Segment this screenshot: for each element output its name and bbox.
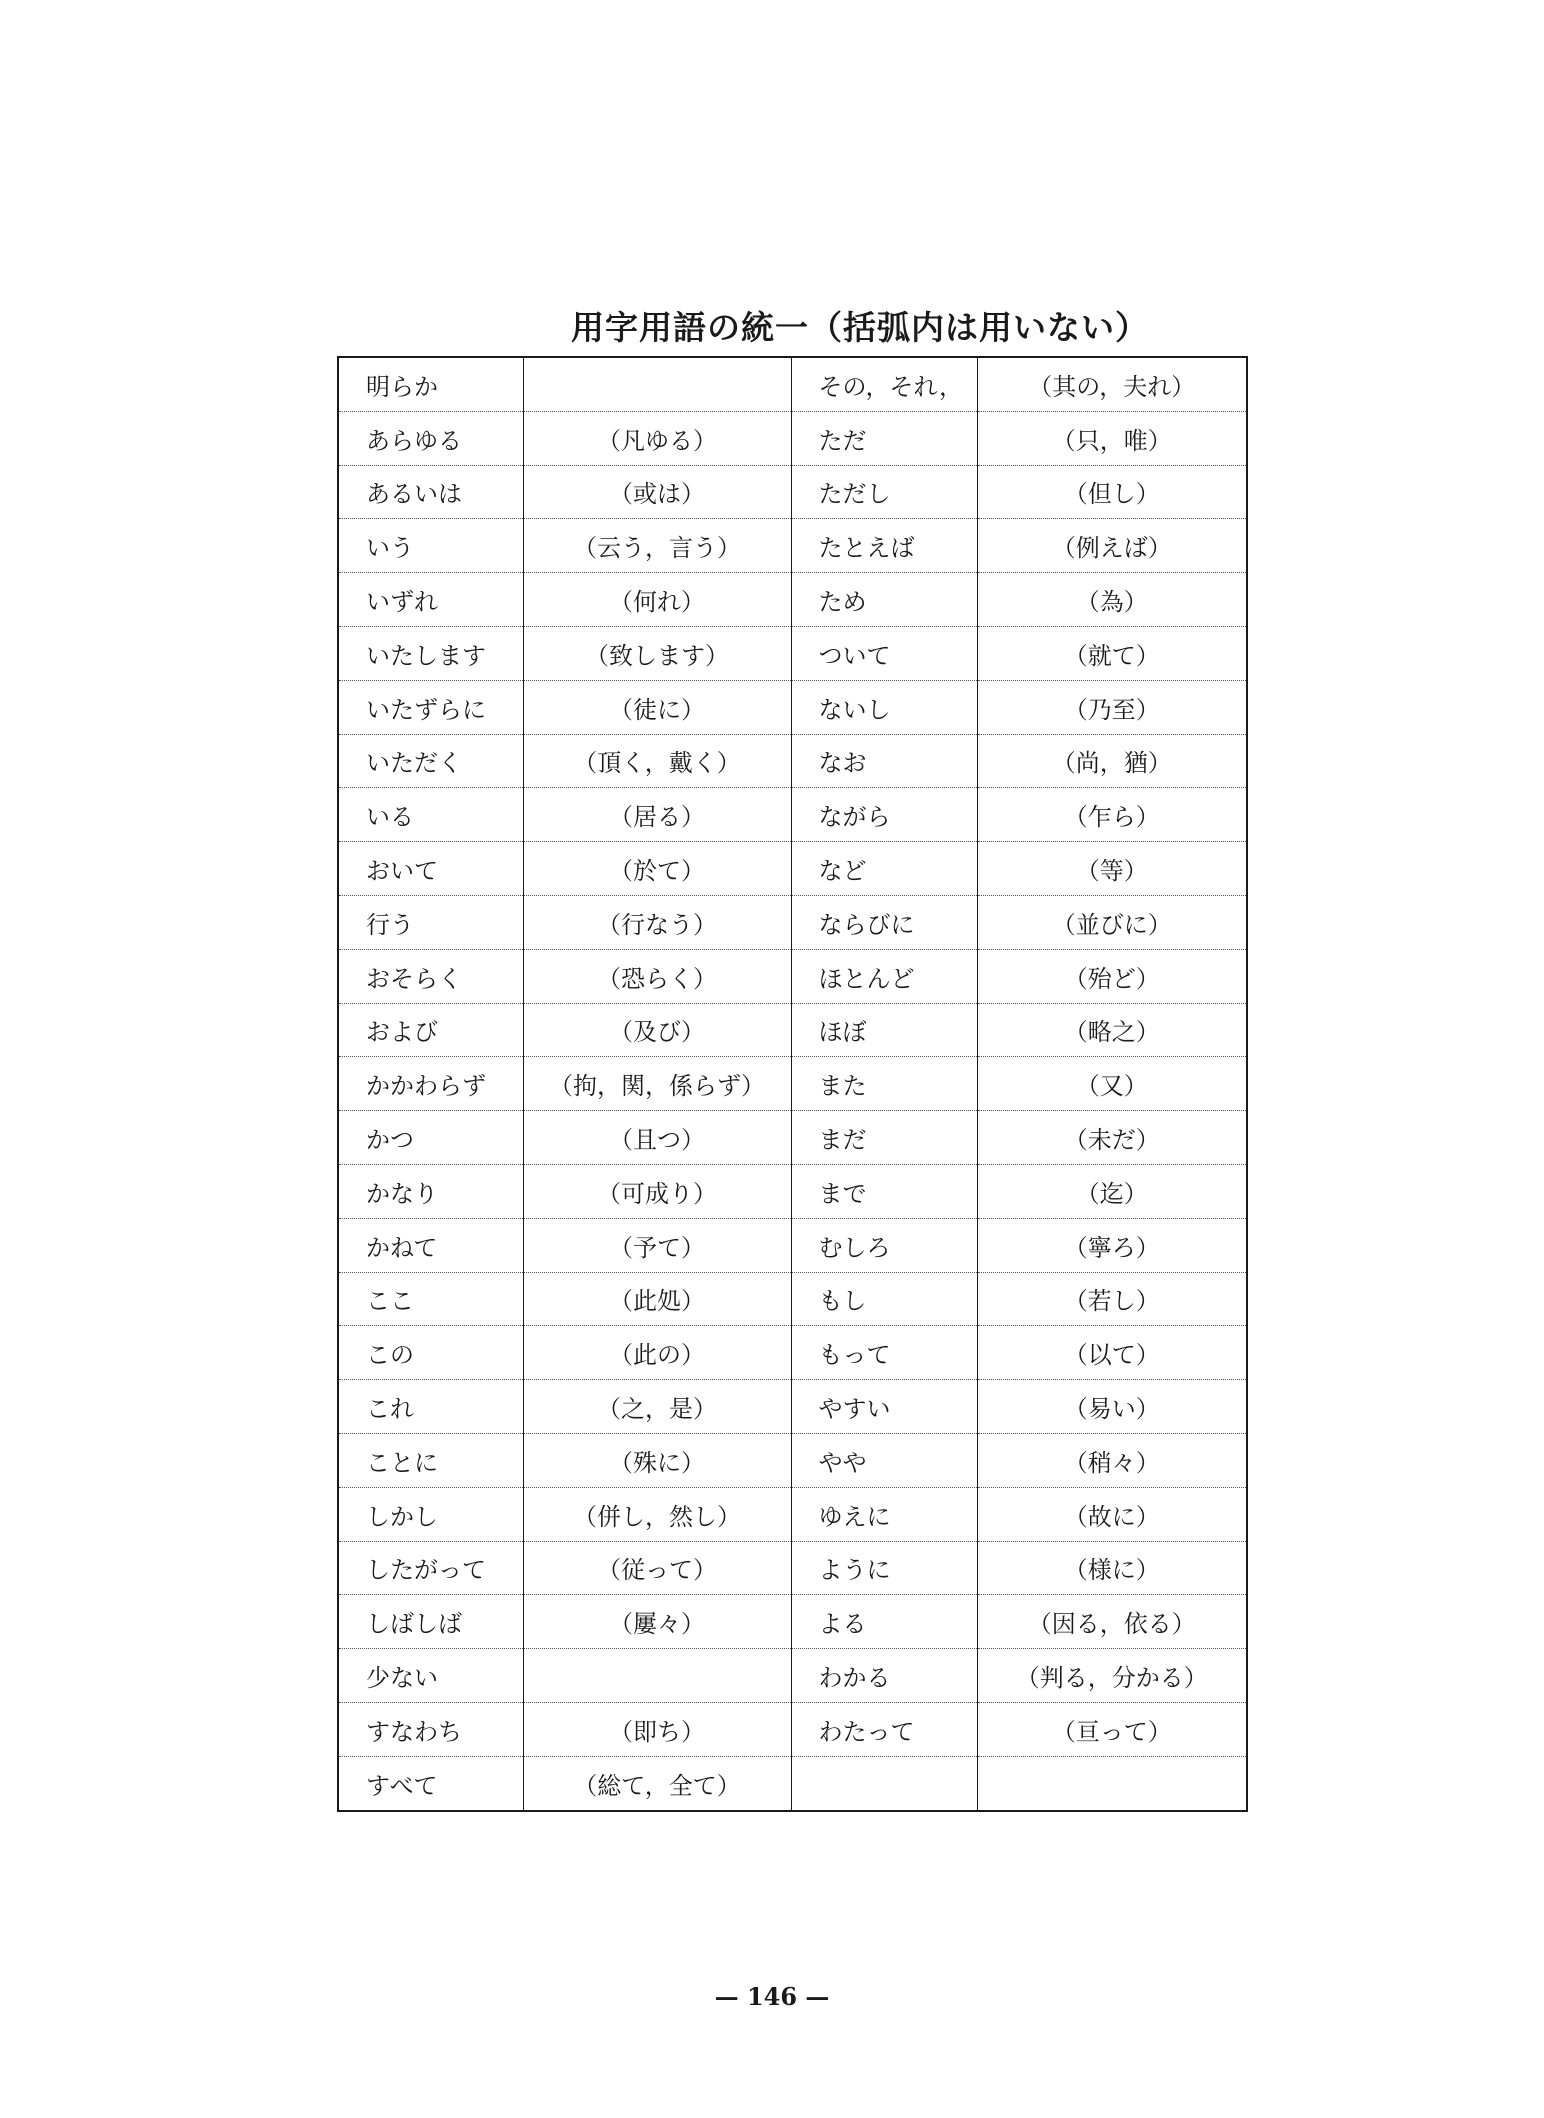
table-row bbox=[338, 1326, 1247, 1380]
word-cell: いずれ bbox=[338, 573, 523, 627]
word-cell: ただ bbox=[791, 411, 977, 465]
word-cell: ないし bbox=[791, 680, 977, 734]
word-cell: いたします bbox=[338, 626, 523, 680]
avoided-form-cell: （若し） bbox=[977, 1272, 1247, 1326]
table-row bbox=[338, 1541, 1247, 1595]
word-cell: ながら bbox=[791, 788, 977, 842]
table-row bbox=[338, 949, 1247, 1003]
avoided-form-cell: （因る，依る） bbox=[977, 1595, 1247, 1649]
avoided-form-cell: （凡ゆる） bbox=[523, 411, 791, 465]
table-row bbox=[338, 842, 1247, 896]
table-row bbox=[338, 1057, 1247, 1111]
avoided-form-cell: （為） bbox=[977, 573, 1247, 627]
avoided-form-cell: （及び） bbox=[523, 1003, 791, 1057]
table-row bbox=[338, 357, 1247, 411]
avoided-form-cell: （云う，言う） bbox=[523, 519, 791, 573]
word-cell: この bbox=[338, 1326, 523, 1380]
avoided-form-cell: （何れ） bbox=[523, 573, 791, 627]
avoided-form-cell: （稍々） bbox=[977, 1433, 1247, 1487]
table-row bbox=[338, 1649, 1247, 1703]
word-cell: ただし bbox=[791, 465, 977, 519]
table-row bbox=[338, 1756, 1247, 1810]
avoided-form-cell bbox=[523, 357, 791, 411]
word-cell: その，それ， bbox=[791, 357, 977, 411]
word-cell: わたって bbox=[791, 1702, 977, 1756]
table-row bbox=[338, 1702, 1247, 1756]
avoided-form-cell: （此処） bbox=[523, 1272, 791, 1326]
avoided-form-cell: （以て） bbox=[977, 1326, 1247, 1380]
avoided-form-cell: （易い） bbox=[977, 1380, 1247, 1434]
word-cell: かねて bbox=[338, 1218, 523, 1272]
word-cell: これ bbox=[338, 1380, 523, 1434]
page-number: — 146 — bbox=[714, 1982, 830, 2011]
avoided-form-cell: （判る，分かる） bbox=[977, 1649, 1247, 1703]
page-title: 用字用語の統一（括弧内は用いない） bbox=[571, 308, 1149, 347]
word-cell: いう bbox=[338, 519, 523, 573]
avoided-form-cell: （致します） bbox=[523, 626, 791, 680]
word-cell: ほとんど bbox=[791, 949, 977, 1003]
word-cell: したがって bbox=[338, 1541, 523, 1595]
avoided-form-cell: （行なう） bbox=[523, 895, 791, 949]
avoided-form-cell: （拘，関，係らず） bbox=[523, 1057, 791, 1111]
word-cell: ゆえに bbox=[791, 1487, 977, 1541]
avoided-form-cell: （即ち） bbox=[523, 1702, 791, 1756]
word-cell: かつ bbox=[338, 1111, 523, 1165]
avoided-form-cell: （従って） bbox=[523, 1541, 791, 1595]
avoided-form-cell: （迄） bbox=[977, 1164, 1247, 1218]
avoided-form-cell: （予て） bbox=[523, 1218, 791, 1272]
word-cell: すなわち bbox=[338, 1702, 523, 1756]
table-row bbox=[338, 788, 1247, 842]
word-cell: あらゆる bbox=[338, 411, 523, 465]
word-cell: なお bbox=[791, 734, 977, 788]
word-cell: ほぼ bbox=[791, 1003, 977, 1057]
word-cell: わかる bbox=[791, 1649, 977, 1703]
avoided-form-cell: （此の） bbox=[523, 1326, 791, 1380]
table-row bbox=[338, 1272, 1247, 1326]
avoided-form-cell: （殆ど） bbox=[977, 949, 1247, 1003]
word-cell: しかし bbox=[338, 1487, 523, 1541]
avoided-form-cell: （其の，夫れ） bbox=[977, 357, 1247, 411]
avoided-form-cell: （頂く，戴く） bbox=[523, 734, 791, 788]
avoided-form-cell: （恐らく） bbox=[523, 949, 791, 1003]
word-cell: かなり bbox=[338, 1164, 523, 1218]
avoided-form-cell: （只，唯） bbox=[977, 411, 1247, 465]
avoided-form-cell: （於て） bbox=[523, 842, 791, 896]
word-cell bbox=[791, 1756, 977, 1810]
table-row bbox=[338, 626, 1247, 680]
avoided-form-cell: （居る） bbox=[523, 788, 791, 842]
word-cell: もし bbox=[791, 1272, 977, 1326]
avoided-form-cell bbox=[977, 1756, 1247, 1810]
word-cell: たとえば bbox=[791, 519, 977, 573]
table-row bbox=[338, 465, 1247, 519]
word-cell: おいて bbox=[338, 842, 523, 896]
word-cell: すべて bbox=[366, 1771, 438, 1800]
avoided-form-cell: （可成り） bbox=[523, 1164, 791, 1218]
word-cell: おそらく bbox=[338, 949, 523, 1003]
avoided-form-cell: （或は） bbox=[523, 465, 791, 519]
table-row bbox=[338, 895, 1247, 949]
avoided-form-cell: （寧ろ） bbox=[977, 1218, 1247, 1272]
avoided-form-cell: （殊に） bbox=[523, 1433, 791, 1487]
word-cell: むしろ bbox=[791, 1218, 977, 1272]
avoided-form-cell: （之，是） bbox=[523, 1380, 791, 1434]
table-row bbox=[338, 411, 1247, 465]
word-cell: および bbox=[338, 1003, 523, 1057]
avoided-form-cell: （尚，猶） bbox=[977, 734, 1247, 788]
table-body bbox=[338, 357, 1247, 1811]
avoided-form-cell: （様に） bbox=[977, 1541, 1247, 1595]
word-cell: ように bbox=[791, 1541, 977, 1595]
table-row bbox=[338, 1380, 1247, 1434]
table-row bbox=[338, 573, 1247, 627]
avoided-form-cell bbox=[523, 1649, 791, 1703]
word-cell: ならびに bbox=[791, 895, 977, 949]
word-cell: まだ bbox=[791, 1111, 977, 1165]
table-row bbox=[338, 1218, 1247, 1272]
table-row bbox=[338, 1433, 1247, 1487]
word-cell: ことに bbox=[338, 1433, 523, 1487]
avoided-form-cell: （未だ） bbox=[977, 1111, 1247, 1165]
word-cell: 明らか bbox=[338, 357, 523, 411]
table-row bbox=[338, 1595, 1247, 1649]
word-cell: もって bbox=[791, 1326, 977, 1380]
avoided-form-cell: （亘って） bbox=[977, 1702, 1247, 1756]
word-cell: かかわらず bbox=[338, 1057, 523, 1111]
avoided-form-cell: （乃至） bbox=[977, 680, 1247, 734]
word-cell: やすい bbox=[791, 1380, 977, 1434]
table-row bbox=[338, 1487, 1247, 1541]
avoided-form-cell: （例えば） bbox=[977, 519, 1247, 573]
avoided-form-cell: （且つ） bbox=[523, 1111, 791, 1165]
table-row bbox=[338, 1164, 1247, 1218]
word-cell: いただく bbox=[338, 734, 523, 788]
avoided-form-cell: （総て，全て） bbox=[523, 1756, 791, 1810]
word-cell: ここ bbox=[338, 1272, 523, 1326]
word-cell: 行う bbox=[338, 895, 523, 949]
word-cell: ついて bbox=[791, 626, 977, 680]
table-row bbox=[338, 1111, 1247, 1165]
usage-table bbox=[337, 356, 1248, 1812]
avoided-form-cell: （故に） bbox=[977, 1487, 1247, 1541]
word-cell: いたずらに bbox=[338, 680, 523, 734]
table-row bbox=[338, 680, 1247, 734]
word-cell: やや bbox=[791, 1433, 977, 1487]
table-row bbox=[338, 1003, 1247, 1057]
word-cell: など bbox=[791, 842, 977, 896]
word-cell: あるいは bbox=[338, 465, 523, 519]
word-cell: また bbox=[791, 1057, 977, 1111]
avoided-form-cell: （就て） bbox=[977, 626, 1247, 680]
word-cell: しばしば bbox=[338, 1595, 523, 1649]
table-row bbox=[338, 734, 1247, 788]
avoided-form-cell: （又） bbox=[977, 1057, 1247, 1111]
avoided-form-cell: （徒に） bbox=[523, 680, 791, 734]
word-cell: まで bbox=[791, 1164, 977, 1218]
word-cell: 少ない bbox=[338, 1649, 523, 1703]
avoided-form-cell: （屢々） bbox=[523, 1595, 791, 1649]
word-cell: いる bbox=[338, 788, 523, 842]
avoided-form-cell: （等） bbox=[977, 842, 1247, 896]
avoided-form-cell: （乍ら） bbox=[977, 788, 1247, 842]
table-row bbox=[338, 519, 1247, 573]
avoided-form-cell: （並びに） bbox=[977, 895, 1247, 949]
avoided-form-cell: （略之） bbox=[977, 1003, 1247, 1057]
word-cell: ため bbox=[791, 573, 977, 627]
avoided-form-cell: （併し，然し） bbox=[523, 1487, 791, 1541]
word-cell: よる bbox=[791, 1595, 977, 1649]
avoided-form-cell: （但し） bbox=[977, 465, 1247, 519]
